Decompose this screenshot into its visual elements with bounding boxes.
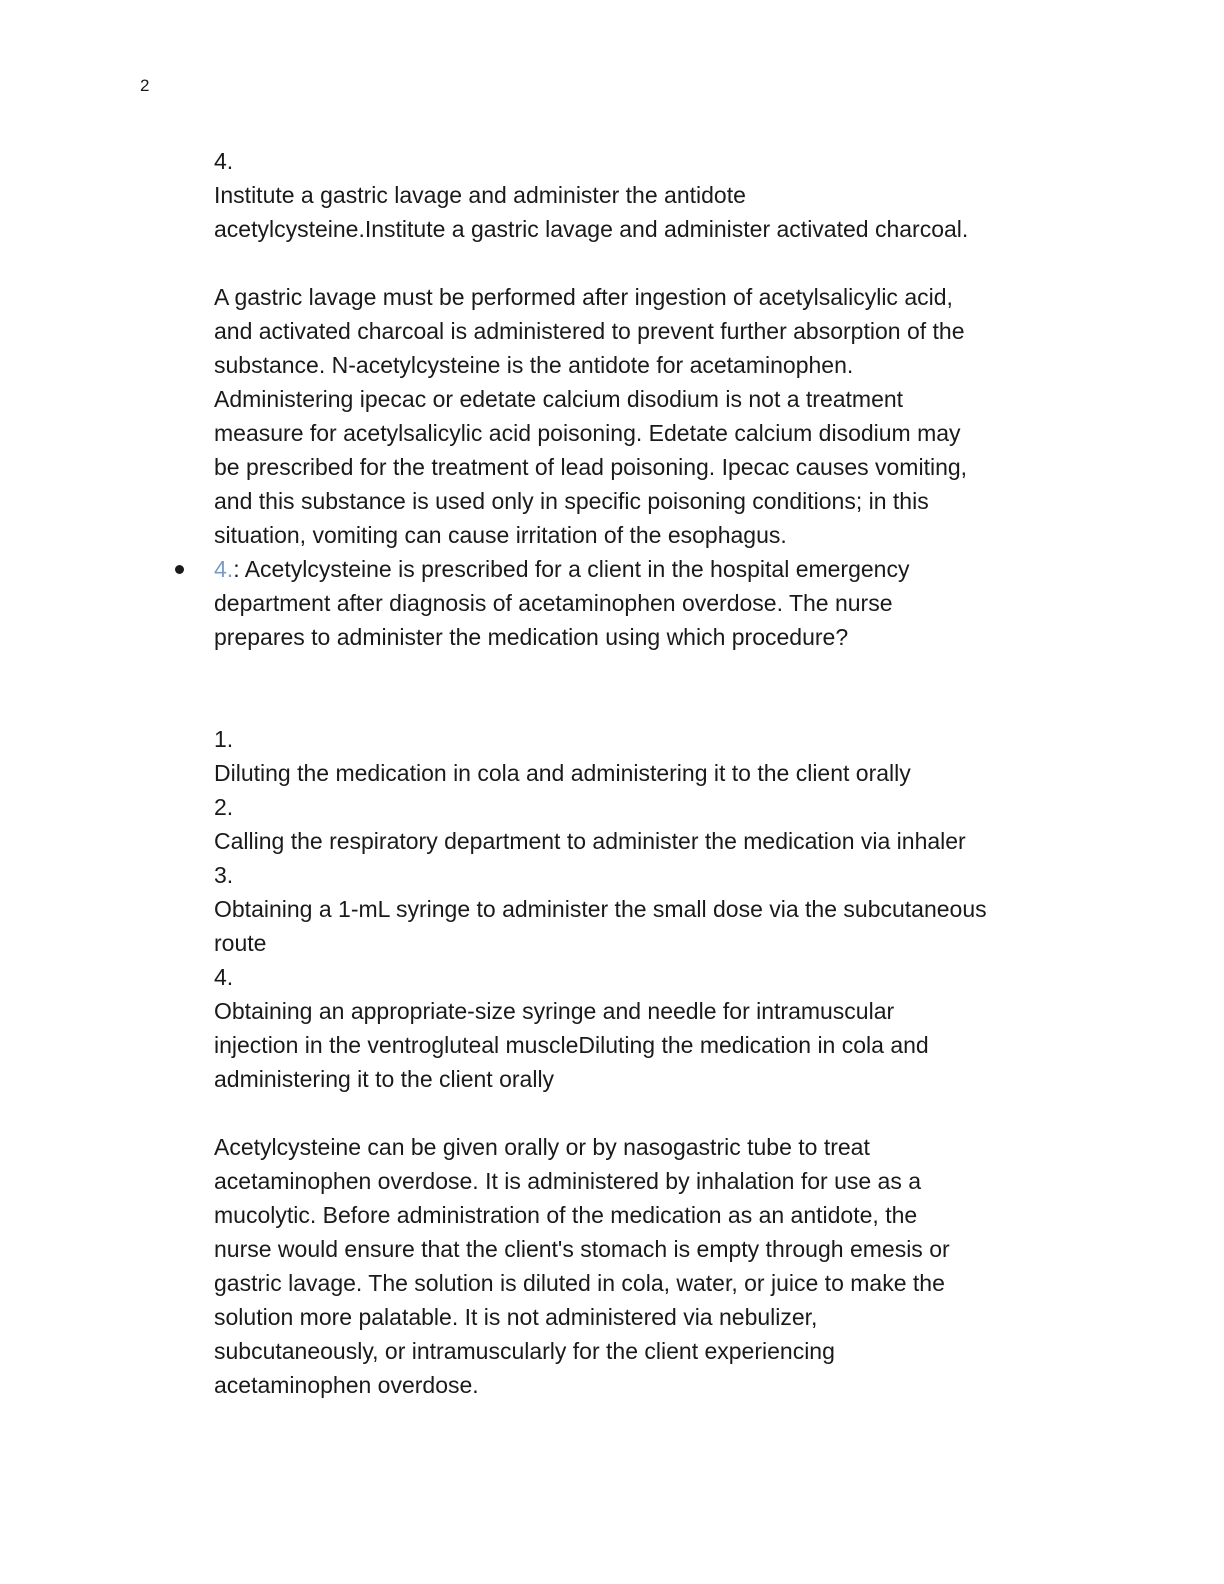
rationale-line: mucolytic. Before administration of the medication as an antidote, the (214, 1202, 918, 1228)
page-number: 2 (140, 76, 150, 95)
question-number: 4. (214, 556, 234, 582)
rationale-line: gastric lavage. The solution is diluted in cola, water, or juice to make the (214, 1270, 945, 1296)
answer-options (214, 722, 1094, 1096)
rationale-line: and activated charcoal is administered to prevent further absorption of the (214, 318, 965, 344)
rationale-line: and this substance is used only in specific poisoning conditions; in this (214, 488, 929, 514)
option-text-line: Calling the respiratory department to administer the medication via inhaler (214, 828, 966, 854)
rationale-line: substance. N-acetylcysteine is the antidote for acetaminophen. (214, 352, 854, 378)
rationale-line: Acetylcysteine can be given orally or by nasogastric tube to treat (214, 1134, 870, 1160)
option-number: 4. (214, 148, 234, 174)
question-line: department after diagnosis of acetaminophen overdose. The nurse (214, 590, 893, 616)
rationale-paragraph (214, 1130, 1094, 1402)
option-number: 1. (214, 726, 234, 752)
option-text-line: Obtaining a 1-mL syringe to administer the small dose via the subcutaneous (214, 896, 987, 922)
option-text-line: acetylcysteine.Institute a gastric lavage and administer activated charcoal. (214, 216, 969, 242)
rationale-line: A gastric lavage must be performed after ingestion of acetylsalicylic acid, (214, 284, 953, 310)
document-body (214, 144, 1094, 1402)
option-text-line: route (214, 930, 267, 956)
question-text: : Acetylcysteine is prescribed for a client in the hospital emergency (233, 556, 910, 582)
rationale-paragraph (214, 280, 1094, 552)
rationale-line: acetaminophen overdose. It is administered by inhalation for use as a (214, 1168, 922, 1194)
spacer (214, 1096, 1094, 1130)
rationale-line: subcutaneously, or intramuscularly for the client experiencing (214, 1338, 835, 1364)
option-number: 3. (214, 862, 234, 888)
spacer (214, 688, 1094, 722)
rationale-line: be prescribed for the treatment of lead poisoning. Ipecac causes vomiting, (214, 454, 968, 480)
rationale-line: Administering ipecac or edetate calcium disodium is not a treatment (214, 386, 904, 412)
rationale-line: nurse would ensure that the client's stomach is empty through emesis or (214, 1236, 950, 1262)
option-number: 4. (214, 964, 234, 990)
spacer (214, 654, 1094, 688)
question-line (214, 552, 1094, 586)
rationale-line: solution more palatable. It is not administered via nebulizer, (214, 1304, 818, 1330)
rationale-line: acetaminophen overdose. (214, 1372, 479, 1398)
option-text-line: Institute a gastric lavage and administer the antidote (214, 182, 746, 208)
rationale-line: measure for acetylsalicylic acid poisoning. Edetate calcium disodium may (214, 420, 961, 446)
option-text-line: Obtaining an appropriate-size syringe and needle for intramuscular (214, 998, 895, 1024)
option-number: 2. (214, 794, 234, 820)
rationale-line: situation, vomiting can cause irritation of the esophagus. (214, 522, 787, 548)
option-text-line: Diluting the medication in cola and administering it to the client orally (214, 760, 911, 786)
question-item (214, 552, 1094, 654)
spacer (214, 246, 1094, 280)
question-line: prepares to administer the medication using which procedure? (214, 624, 849, 650)
option-text-line: injection in the ventrogluteal muscleDiluting the medication in cola and (214, 1032, 929, 1058)
option-text-line: administering it to the client orally (214, 1066, 555, 1092)
bullet-icon (175, 565, 184, 574)
